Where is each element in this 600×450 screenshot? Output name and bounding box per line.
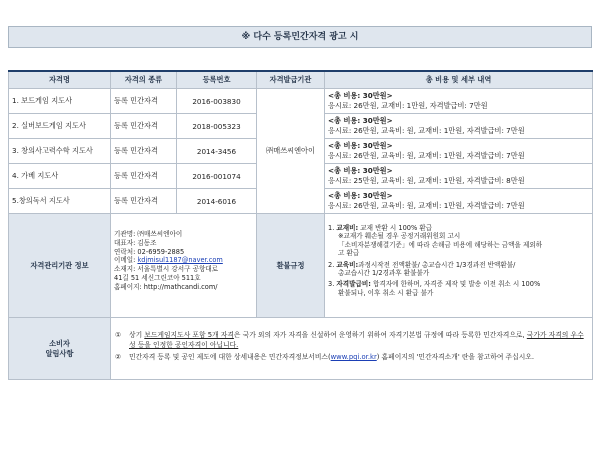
- agency-info: [111, 214, 257, 318]
- cost-title: <총 비용: 30만원>: [328, 166, 393, 175]
- refund-title: 교육비:: [336, 260, 359, 269]
- refund-cell: [325, 214, 593, 318]
- table-header-row: [9, 71, 593, 89]
- agency-phone: 연락처: 02-6959-2885: [114, 247, 185, 256]
- note-text: 은 국가 외의 자가 자격을 신설하여 운영하기 위하여 자격기본법 규정에 따라 등록한 민간자격으로,: [233, 330, 527, 339]
- refund-line: 총교습시간 1/2경과후 환불불가: [338, 269, 430, 278]
- email-link[interactable]: kdjmisul1187@naver.com: [137, 256, 223, 265]
- agency-name: 기관명: ㈜매쓰씨엔아이: [114, 230, 183, 238]
- refund-item: [328, 261, 589, 278]
- qual-reg: 2014-3456: [177, 139, 257, 164]
- qual-reg: 2016-001074: [177, 164, 257, 189]
- qual-type: 등록 민간자격: [111, 164, 177, 189]
- agency-address2: 41길 51 세신그린코아 511호: [114, 273, 201, 282]
- header-cost: 총 비용 및 세부 내역: [325, 71, 593, 89]
- refund-line: 「소비자분쟁해결기준」에 따라 손해금 비용에 해당하는 금액을 제외하: [338, 240, 543, 249]
- cost-cell: [325, 139, 593, 164]
- refund-item: [328, 280, 589, 297]
- qual-reg: 2014-6016: [177, 189, 257, 214]
- agency-homepage: 홈페이지: http://mathcandi.com/: [114, 282, 218, 291]
- cost-cell: [325, 189, 593, 214]
- agency-row: [9, 214, 593, 318]
- consumer-label: 소비자 알림사항: [9, 318, 111, 380]
- refund-num: 1.: [328, 224, 335, 232]
- cost-detail: 응시료: 26만원, 교육비: 원, 교재비: 1만원, 자격발급비: 7만원: [328, 201, 525, 210]
- table-row: [9, 89, 593, 114]
- qualification-table: [8, 70, 593, 380]
- refund-line: 환불되나, 이후 취소 시 환급 불가: [338, 288, 434, 297]
- cost-title: <총 비용: 30만원>: [328, 141, 393, 150]
- refund-item: [328, 224, 589, 258]
- refund-num: 3.: [328, 280, 335, 289]
- header-issuer: 자격발급기관: [257, 71, 325, 89]
- page-title: ※ 다수 등록민간자격 광고 시: [8, 26, 592, 48]
- note-text: 민간자격 등록 및 공인 제도에 대한 상세내용은 민간자격정보서비스(: [129, 353, 331, 362]
- note-number: ①: [115, 330, 122, 339]
- agency-label: 자격관리기관 정보: [9, 214, 111, 318]
- refund-label: 환불규정: [257, 214, 325, 318]
- refund-line: ※교재가 훼손될 경우 공정거래위원회 고시: [338, 232, 461, 241]
- agency-ceo: 대표자: 김동조: [114, 238, 157, 247]
- refund-line: 과정시작전 전액환불/ 총교습시간 1/3경과전 반액환불/: [358, 260, 516, 269]
- consumer-notes: [111, 318, 593, 380]
- qual-name: 2. 실버보드게임 지도사: [9, 114, 111, 139]
- note-underline: 보드게임지도사 포함 5개 자격: [144, 330, 234, 339]
- consumer-note-2: [115, 353, 588, 363]
- cost-detail: 응시료: 25만원, 교육비: 원, 교재비: 1만원, 자격발급비: 8만원: [328, 176, 525, 185]
- pqi-link[interactable]: www.pqi.or.kr: [330, 353, 377, 362]
- refund-num: 2.: [328, 260, 335, 269]
- qual-type: 등록 민간자격: [111, 89, 177, 114]
- cost-detail: 응시료: 26만원, 교육비: 원, 교재비: 1만원, 자격발급비: 7만원: [328, 151, 525, 160]
- agency-email-line: [114, 256, 253, 265]
- header-type: 자격의 종류: [111, 71, 177, 89]
- cost-detail: 응시료: 26만원, 교육비: 원, 교재비: 1만원, 자격발급비: 7만원: [328, 126, 525, 135]
- qual-type: 등록 민간자격: [111, 114, 177, 139]
- email-label: 이메일:: [114, 256, 138, 265]
- note-text: ) 홈페이지의 '민간자격소개' 란을 참고하여 주십시오.: [376, 353, 534, 362]
- cost-title: <총 비용: 30만원>: [328, 116, 393, 125]
- agency-address1: 소재지: 서울특별시 강서구 공항대로: [114, 265, 219, 274]
- cost-detail: 응시료: 26만원, 교재비: 1만원, 자격발급비: 7만원: [328, 101, 488, 110]
- qual-reg: 2018-005323: [177, 114, 257, 139]
- refund-title: 자격발급비:: [336, 280, 371, 289]
- refund-title: 교재비:: [336, 224, 359, 232]
- qual-name: 5.창의독서 지도사: [9, 189, 111, 214]
- qual-name: 3. 창의사고력수학 지도사: [9, 139, 111, 164]
- note-number: ②: [115, 353, 122, 362]
- refund-line: 교재 반환 시 100% 환급: [360, 224, 433, 232]
- refund-line: 고 환급: [338, 249, 360, 258]
- cost-cell: [325, 114, 593, 139]
- qual-type: 등록 민간자격: [111, 189, 177, 214]
- header-reg: 등록번호: [177, 71, 257, 89]
- qual-reg: 2016-003830: [177, 89, 257, 114]
- qual-name: 1. 보드게임 지도사: [9, 89, 111, 114]
- cost-cell: [325, 164, 593, 189]
- note-text: 상기: [129, 330, 145, 339]
- qual-type: 등록 민간자격: [111, 139, 177, 164]
- issuer-cell: ㈜매쓰씨엔아이: [257, 89, 325, 214]
- note-underline: 국가가 자격의 우수성 등을 인정한 공인자격이 아닙니다.: [129, 330, 584, 349]
- cost-cell: [325, 89, 593, 114]
- consumer-row: [9, 318, 593, 380]
- header-name: 자격명: [9, 71, 111, 89]
- consumer-note-1: [115, 331, 588, 351]
- qual-name: 4. 가베 지도사: [9, 164, 111, 189]
- refund-line: 합격자에 한하며, 자격증 제작 및 발송 이전 취소 시 100%: [373, 280, 541, 289]
- cost-title: <총 비용: 30만원>: [328, 191, 393, 200]
- cost-title: <총 비용: 30만원>: [328, 91, 393, 100]
